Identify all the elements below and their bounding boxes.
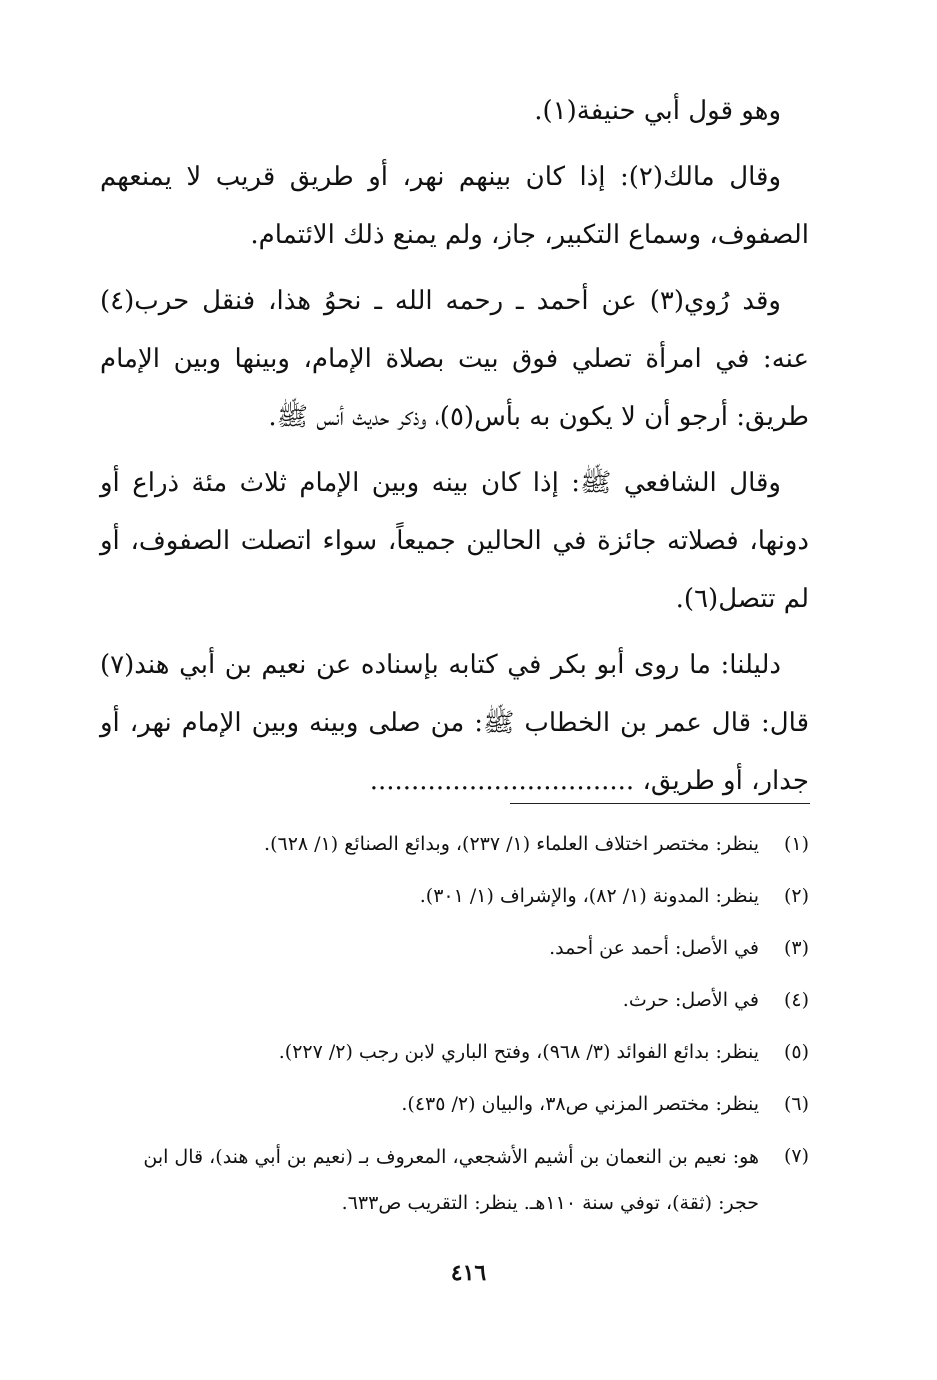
footnote-7 bbox=[100, 1130, 809, 1226]
footnote-number: (٦) bbox=[783, 1093, 809, 1115]
footnote-1 bbox=[100, 818, 809, 870]
footnote-4 bbox=[100, 974, 809, 1026]
footnote-separator bbox=[510, 803, 810, 804]
footnote-text: في الأصل: أحمد عن أحمد. bbox=[549, 937, 759, 959]
footnote-text: ينظر: مختصر المزني ص٣٨، والبيان (٢/ ٤٣٥). bbox=[401, 1093, 759, 1115]
footnote-3 bbox=[100, 922, 809, 974]
footnote-text: هو: نعيم بن النعمان بن أشيم الأشجعي، المعروف بـ (نعيم بن أبي هند)، قال ابن حجر: (ثقة)، توفي سنة ١١٠هـ. ينظر: التقريب ص٦٣٣. bbox=[143, 1146, 759, 1214]
paragraph-3: وقد رُوي(٣) عن أحمد ـ رحمه الله ـ نحوُ هذا، فنقل حرب(٤) عنه: في امرأة تصلي فوق بيت بصلاة الإمام، وبينها وبين الإمام طريق: أرجو أن لا يكون به بأس(٥)، وذكر حديث أنس ﷺ. bbox=[100, 286, 809, 432]
paragraph-5: دليلنا: ما روى أبو بكر في كتابه بإسناده عن نعيم بن أبي هند(٧) قال: قال عمر بن الخطاب ﷺ: من صلى وبينه وبين الإمام نهر، أو جدار، أو طريق، ................................ bbox=[100, 650, 809, 796]
footnote-number: (٢) bbox=[783, 885, 809, 907]
footnote-number: (١) bbox=[783, 833, 809, 855]
footnote-2 bbox=[100, 870, 809, 922]
continuation-dots: ................................ bbox=[369, 766, 635, 796]
footnote-number: (٤) bbox=[783, 989, 809, 1011]
page-number: ٤١٦ bbox=[450, 1260, 487, 1286]
footnote-text: ينظر: المدونة (١/ ٨٢)، والإشراف (١/ ٣٠١). bbox=[419, 885, 759, 907]
paragraph-1: وهو قول أبي حنيفة(١). bbox=[534, 96, 781, 126]
footnote-text: ينظر: بدائع الفوائد (٣/ ٩٦٨)، وفتح الباري لابن رجب (٢/ ٢٢٧). bbox=[278, 1041, 759, 1063]
footnote-6 bbox=[100, 1078, 809, 1130]
footnote-text: ينظر: مختصر اختلاف العلماء (١/ ٢٣٧)، وبدائع الصنائع (١/ ٦٢٨). bbox=[264, 833, 759, 855]
main-text bbox=[100, 82, 809, 818]
paragraph-4: وقال الشافعي ﷺ: إذا كان بينه وبين الإمام ثلاث مئة ذراع أو دونها، فصلاته جائزة في الحالين جميعاً، سواء اتصلت الصفوف، أو لم تتصل(٦). bbox=[100, 468, 809, 614]
footnote-number: (٧) bbox=[783, 1145, 809, 1167]
footnotes bbox=[100, 818, 809, 1226]
footnote-number: (٥) bbox=[783, 1041, 809, 1063]
footnote-text: في الأصل: حرث. bbox=[622, 989, 759, 1011]
footnote-number: (٣) bbox=[783, 937, 809, 959]
footnote-5 bbox=[100, 1026, 809, 1078]
paragraph-2: وقال مالك(٢): إذا كان بينهم نهر، أو طريق قريب لا يمنعهم الصفوف، وسماع التكبير، جاز، ولم يمنع ذلك الائتمام. bbox=[100, 162, 809, 250]
